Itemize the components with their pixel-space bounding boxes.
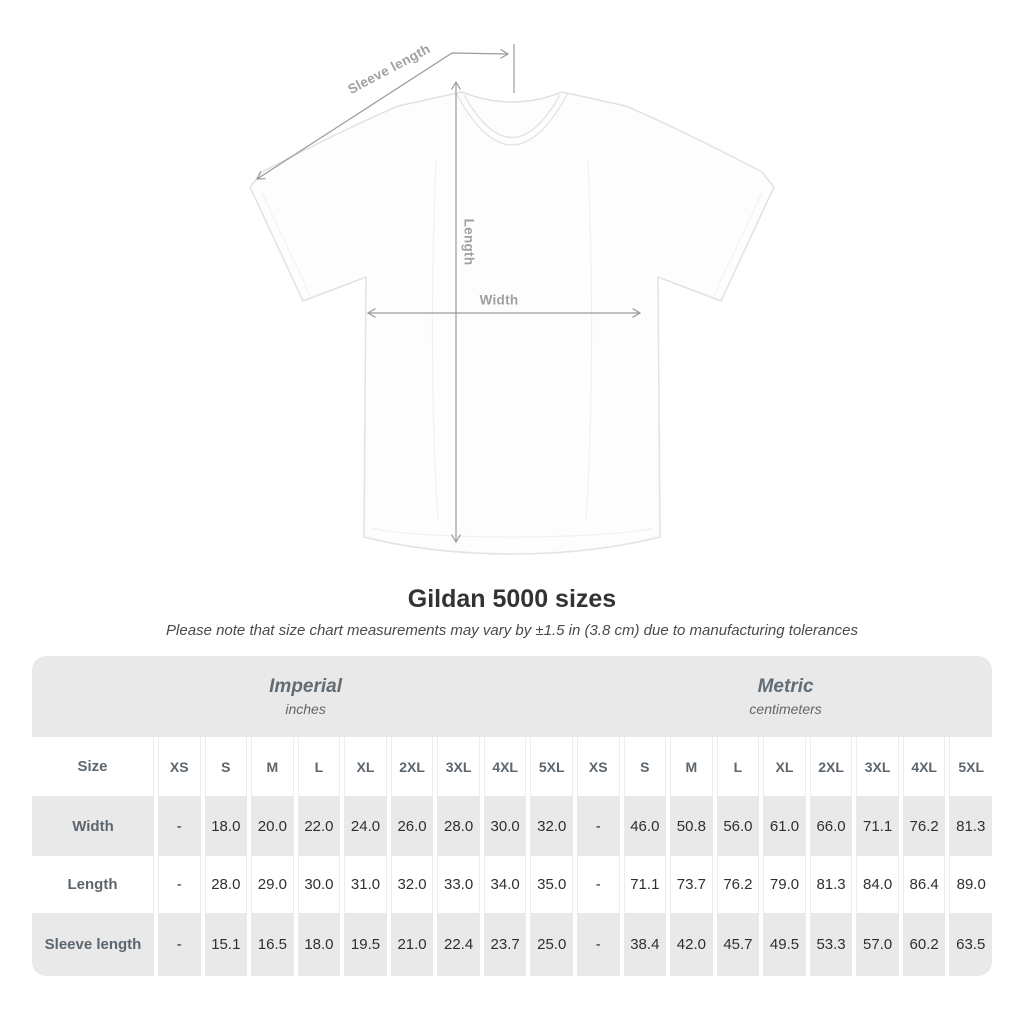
row-label: Length bbox=[32, 856, 154, 913]
imperial-unit-label: inches bbox=[285, 701, 326, 717]
table-cell: 33.0 bbox=[437, 856, 480, 913]
table-cell: 81.3 bbox=[949, 796, 992, 856]
tolerance-note: Please note that size chart measurements may vary by ±1.5 in (3.8 cm) due to manufacturing tolerances bbox=[166, 622, 858, 639]
table-cell: 49.5 bbox=[763, 913, 806, 976]
table-cell: 29.0 bbox=[251, 856, 294, 913]
table-cell: - bbox=[158, 913, 201, 976]
corner-label: Size bbox=[32, 737, 154, 796]
table-cell: 16.5 bbox=[251, 913, 294, 976]
table-cell: 79.0 bbox=[763, 856, 806, 913]
table-cell: 71.1 bbox=[856, 796, 899, 856]
table-cell: 20.0 bbox=[251, 796, 294, 856]
sleeve-length-label: Sleeve length bbox=[345, 41, 433, 97]
table-cell: 53.3 bbox=[810, 913, 853, 976]
table-cell: - bbox=[158, 796, 201, 856]
size-col-header: XL bbox=[344, 737, 387, 796]
table-cell: 63.5 bbox=[949, 913, 992, 976]
imperial-heading: Imperial bbox=[269, 676, 343, 697]
table-cell: 38.4 bbox=[624, 913, 667, 976]
table-cell: 32.0 bbox=[530, 796, 573, 856]
table-cell: 66.0 bbox=[810, 796, 853, 856]
table-cell: 18.0 bbox=[205, 796, 248, 856]
table-cell: 35.0 bbox=[530, 856, 573, 913]
table-cell: 50.8 bbox=[670, 796, 713, 856]
table-cell: 18.0 bbox=[298, 913, 341, 976]
size-col-header: 4XL bbox=[484, 737, 527, 796]
table-cell: 81.3 bbox=[810, 856, 853, 913]
size-col-header: XS bbox=[158, 737, 201, 796]
size-col-header: M bbox=[670, 737, 713, 796]
table-cell: 24.0 bbox=[344, 796, 387, 856]
table-cell: 46.0 bbox=[624, 796, 667, 856]
size-col-header: XL bbox=[763, 737, 806, 796]
table-cell: 86.4 bbox=[903, 856, 946, 913]
table-cell: 15.1 bbox=[205, 913, 248, 976]
table-cell: - bbox=[577, 856, 620, 913]
table-cell: 30.0 bbox=[298, 856, 341, 913]
table-cell: 84.0 bbox=[856, 856, 899, 913]
table-cell: 76.2 bbox=[717, 856, 760, 913]
table-cell: 19.5 bbox=[344, 913, 387, 976]
size-col-header: 2XL bbox=[391, 737, 434, 796]
table-cell: 21.0 bbox=[391, 913, 434, 976]
table-cell: 73.7 bbox=[670, 856, 713, 913]
table-cell: 42.0 bbox=[670, 913, 713, 976]
metric-unit-label: centimeters bbox=[749, 701, 822, 717]
table-cell: 25.0 bbox=[530, 913, 573, 976]
tshirt-outline bbox=[250, 92, 774, 554]
size-table bbox=[32, 656, 992, 976]
table-cell: 23.7 bbox=[484, 913, 527, 976]
width-label: Width bbox=[479, 292, 519, 308]
table-cell: 45.7 bbox=[717, 913, 760, 976]
page-title: Gildan 5000 sizes bbox=[407, 585, 617, 613]
size-col-header: S bbox=[205, 737, 248, 796]
size-col-header: 5XL bbox=[530, 737, 573, 796]
metric-unit-group bbox=[579, 656, 992, 737]
table-cell: 28.0 bbox=[437, 796, 480, 856]
size-col-header: 5XL bbox=[949, 737, 992, 796]
table-cell: 28.0 bbox=[205, 856, 248, 913]
table-cell: 22.4 bbox=[437, 913, 480, 976]
size-grid bbox=[32, 737, 992, 976]
size-col-header: 2XL bbox=[810, 737, 853, 796]
size-col-header: 4XL bbox=[903, 737, 946, 796]
row-label: Width bbox=[32, 796, 154, 856]
length-label: Length bbox=[461, 218, 477, 266]
table-cell: 22.0 bbox=[298, 796, 341, 856]
table-cell: 61.0 bbox=[763, 796, 806, 856]
size-col-header: S bbox=[624, 737, 667, 796]
table-cell: - bbox=[577, 913, 620, 976]
table-cell: 76.2 bbox=[903, 796, 946, 856]
size-col-header: XS bbox=[577, 737, 620, 796]
table-cell: 71.1 bbox=[624, 856, 667, 913]
unit-header-band bbox=[32, 656, 992, 737]
table-cell: 30.0 bbox=[484, 796, 527, 856]
table-cell: 32.0 bbox=[391, 856, 434, 913]
size-col-header: L bbox=[717, 737, 760, 796]
table-cell: 57.0 bbox=[856, 913, 899, 976]
table-cell: 26.0 bbox=[391, 796, 434, 856]
table-cell: 56.0 bbox=[717, 796, 760, 856]
row-label: Sleeve length bbox=[32, 913, 154, 976]
size-col-header: 3XL bbox=[856, 737, 899, 796]
imperial-unit-group bbox=[32, 656, 579, 737]
table-cell: 31.0 bbox=[344, 856, 387, 913]
table-cell: - bbox=[158, 856, 201, 913]
table-cell: 34.0 bbox=[484, 856, 527, 913]
size-col-header: M bbox=[251, 737, 294, 796]
size-col-header: 3XL bbox=[437, 737, 480, 796]
table-cell: 89.0 bbox=[949, 856, 992, 913]
size-col-header: L bbox=[298, 737, 341, 796]
table-cell: 60.2 bbox=[903, 913, 946, 976]
metric-heading: Metric bbox=[757, 676, 814, 697]
table-cell: - bbox=[577, 796, 620, 856]
